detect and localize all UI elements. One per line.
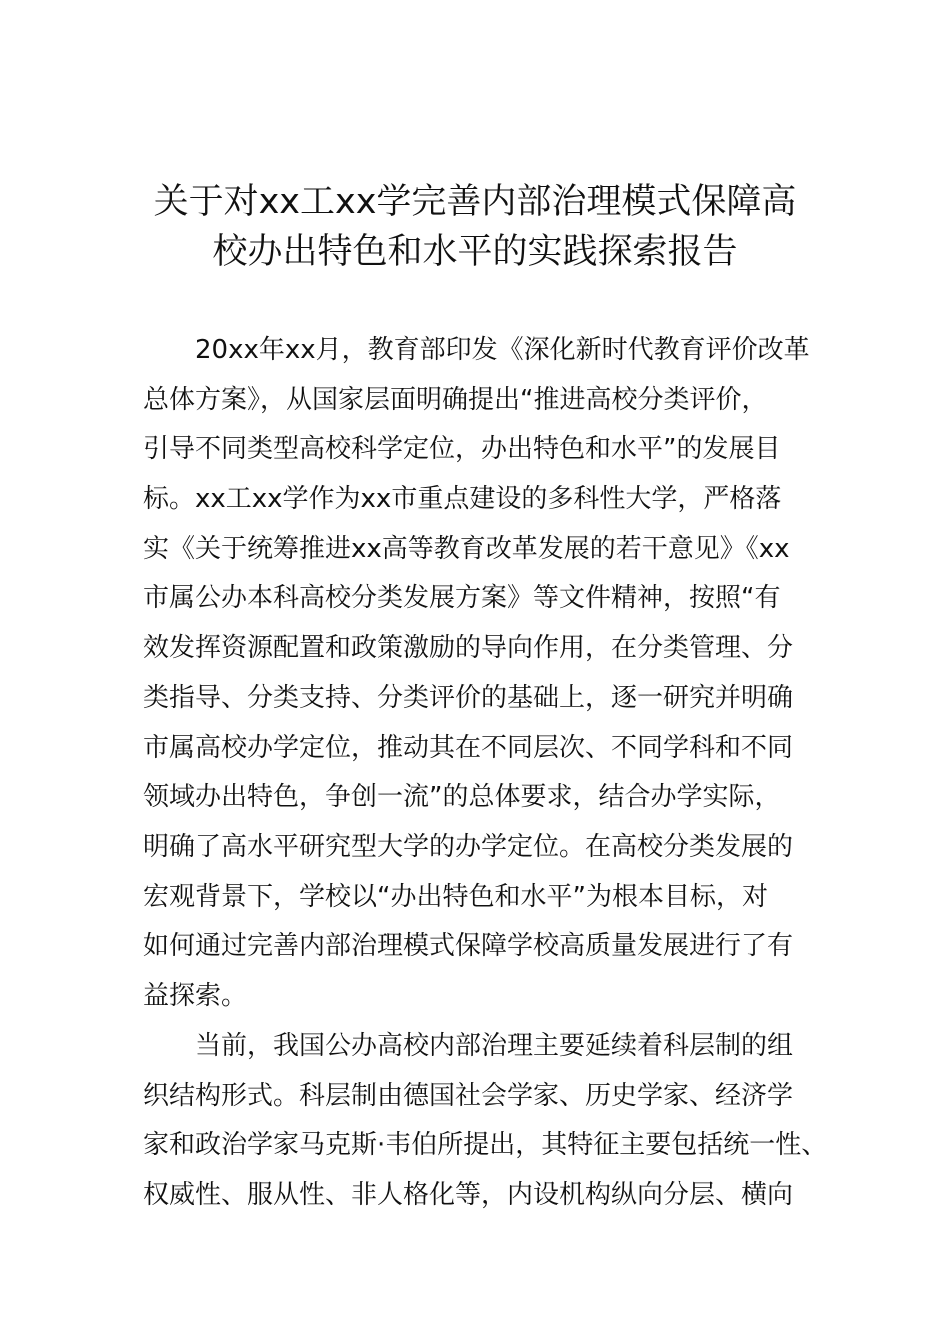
document-title-line-2: 校办出特色和水平的实践探索报告 [212,232,738,272]
paragraph-line: 市属高校办学定位，推动其在不同层次、不同学科和不同 [143,732,794,763]
paragraph-line: 效发挥资源配置和政策激励的导向作用，在分类管理、分 [143,633,794,664]
paragraph-line: 当前，我国公办高校内部治理主要延续着科层制的组 [195,1031,794,1061]
document-title-line-1: 关于对xx工xx学完善内部治理模式保障高 [153,182,797,222]
paragraph-line: 宏观背景下，学校以“办出特色和水平”为根本目标，对 [143,881,768,912]
paragraph-line: 家和政治学家马克斯·韦伯所提出，其特征主要包括统一性、 [143,1130,828,1161]
paragraph-line: 权威性、服从性、非人格化等，内设机构纵向分层、横向 [143,1180,794,1211]
paragraph-line: 领域办出特色，争创一流”的总体要求，结合办学实际， [143,782,781,813]
paragraph-line: 总体方案》，从国家层面明确提出“推进高校分类评价， [143,384,768,415]
paragraph-line: 类指导、分类支持、分类评价的基础上，逐一研究并明确 [143,682,794,713]
paragraph-line: 20xx年xx月，教育部印发《深化新时代教育评价改革 [195,335,810,365]
paragraph-line: 市属公办本科高校分类发展方案》等文件精神，按照“有 [143,583,781,614]
paragraph-line: 引导不同类型高校科学定位，办出特色和水平”的发展目 [143,434,781,465]
paragraph-line: 标。xx工xx学作为xx市重点建设的多科性大学，严格落 [143,484,782,515]
paragraph-1 [143,326,823,1022]
paragraph-line: 益探索。 [143,980,248,1011]
paragraph-line: 织结构形式。科层制由德国社会学家、历史学家、经济学 [143,1080,794,1111]
paragraph-line: 实《关于统筹推进xx高等教育改革发展的若干意见》《xx [143,533,790,564]
paragraph-2 [143,1022,828,1221]
paragraph-line: 如何通过完善内部治理模式保障学校高质量发展进行了有 [143,931,794,962]
paragraph-line: 明确了高水平研究型大学的办学定位。在高校分类发展的 [143,831,794,862]
